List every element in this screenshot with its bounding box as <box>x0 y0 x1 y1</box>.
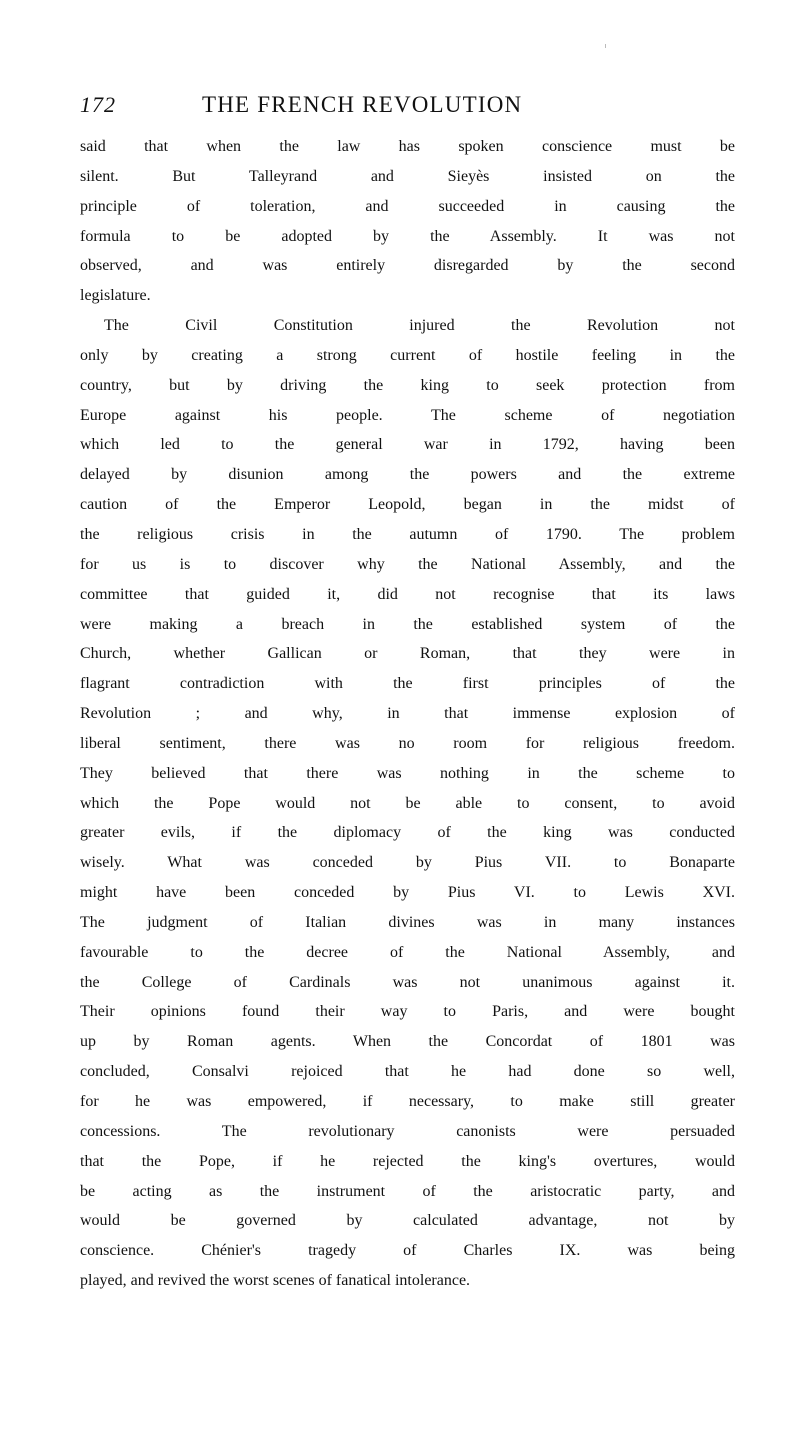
paragraph <box>80 138 735 317</box>
text-line: wisely. What was conceded by Pius VII. to Bonaparte <box>80 854 735 872</box>
text-line: principle of toleration, and succeeded in causing the <box>80 197 735 215</box>
page-header <box>80 92 735 124</box>
text-line: said that when the law has spoken conscience must be <box>80 138 735 155</box>
text-line: conscience. Chénier's tragedy of Charles IX. was being <box>80 1242 735 1260</box>
text-line: country, but by driving the king to seek protection from <box>80 376 735 394</box>
text-line: were making a breach in the established system of the <box>80 615 735 633</box>
text-line: only by creating a strong current of hostile feeling in the <box>80 346 735 364</box>
text-line: greater evils, if the diplomacy of the king was conducted <box>80 824 735 842</box>
text-line: might have been conceded by Pius VI. to Lewis XVI. <box>80 884 735 902</box>
text-line: the religious crisis in the autumn of 1790. The problem <box>80 525 735 543</box>
text-line: liberal sentiment, there was no room for religious freedom. <box>80 734 735 752</box>
text-line: Revolution ; and why, in that immense explosion of <box>80 705 735 723</box>
text-line: committee that guided it, did not recognise that its laws <box>80 585 735 603</box>
text-line: for he was empowered, if necessary, to make still greater <box>80 1093 735 1110</box>
text-line: which the Pope would not be able to consent, to avoid <box>80 794 735 812</box>
text-line: played, and revived the worst scenes of fanatical intolerance. <box>80 1272 471 1290</box>
text-line: They believed that there was nothing in the scheme to <box>80 764 735 782</box>
body-text <box>80 138 735 1302</box>
text-line: caution of the Emperor Leopold, began in the midst of <box>80 496 735 514</box>
text-line: be acting as the instrument of the aristocratic party, and <box>80 1182 735 1200</box>
text-line: formula to be adopted by the Assembly. It was not <box>80 227 735 245</box>
text-line: favourable to the decree of the National Assembly, and <box>80 943 735 961</box>
text-line: Their opinions found their way to Paris, and were bought <box>80 1003 735 1021</box>
scan-mark <box>605 44 606 48</box>
text-line: the College of Cardinals was not unanimous against it. <box>80 973 735 991</box>
text-line: The judgment of Italian divines was in many instances <box>80 913 735 931</box>
text-line: concessions. The revolutionary canonists were persuaded <box>80 1122 735 1140</box>
text-line: for us is to discover why the National Assembly, and the <box>80 555 735 573</box>
page-number: 172 <box>80 92 116 117</box>
paragraph <box>80 317 735 1302</box>
text-line: concluded, Consalvi rejoiced that he had done so well, <box>80 1063 735 1081</box>
text-line: Church, whether Gallican or Roman, that they were in <box>80 645 735 663</box>
text-line: silent. But Talleyrand and Sieyès insisted on the <box>80 167 735 185</box>
text-line: that the Pope, if he rejected the king's overtures, would <box>80 1152 735 1170</box>
text-line: which led to the general war in 1792, having been <box>80 436 735 454</box>
book-page <box>80 92 735 1302</box>
text-line: The Civil Constitution injured the Revolution not <box>104 317 735 335</box>
text-line: flagrant contradiction with the first principles of the <box>80 675 735 693</box>
text-line: up by Roman agents. When the Concordat of 1801 was <box>80 1033 735 1051</box>
text-line: delayed by disunion among the powers and the extreme <box>80 466 735 484</box>
text-line: Europe against his people. The scheme of negotiation <box>80 406 735 424</box>
text-line: legislature. <box>80 287 151 305</box>
text-line: would be governed by calculated advantage, not by <box>80 1212 735 1230</box>
running-head: THE FRENCH REVOLUTION <box>202 92 523 117</box>
text-line: observed, and was entirely disregarded by the second <box>80 257 735 275</box>
